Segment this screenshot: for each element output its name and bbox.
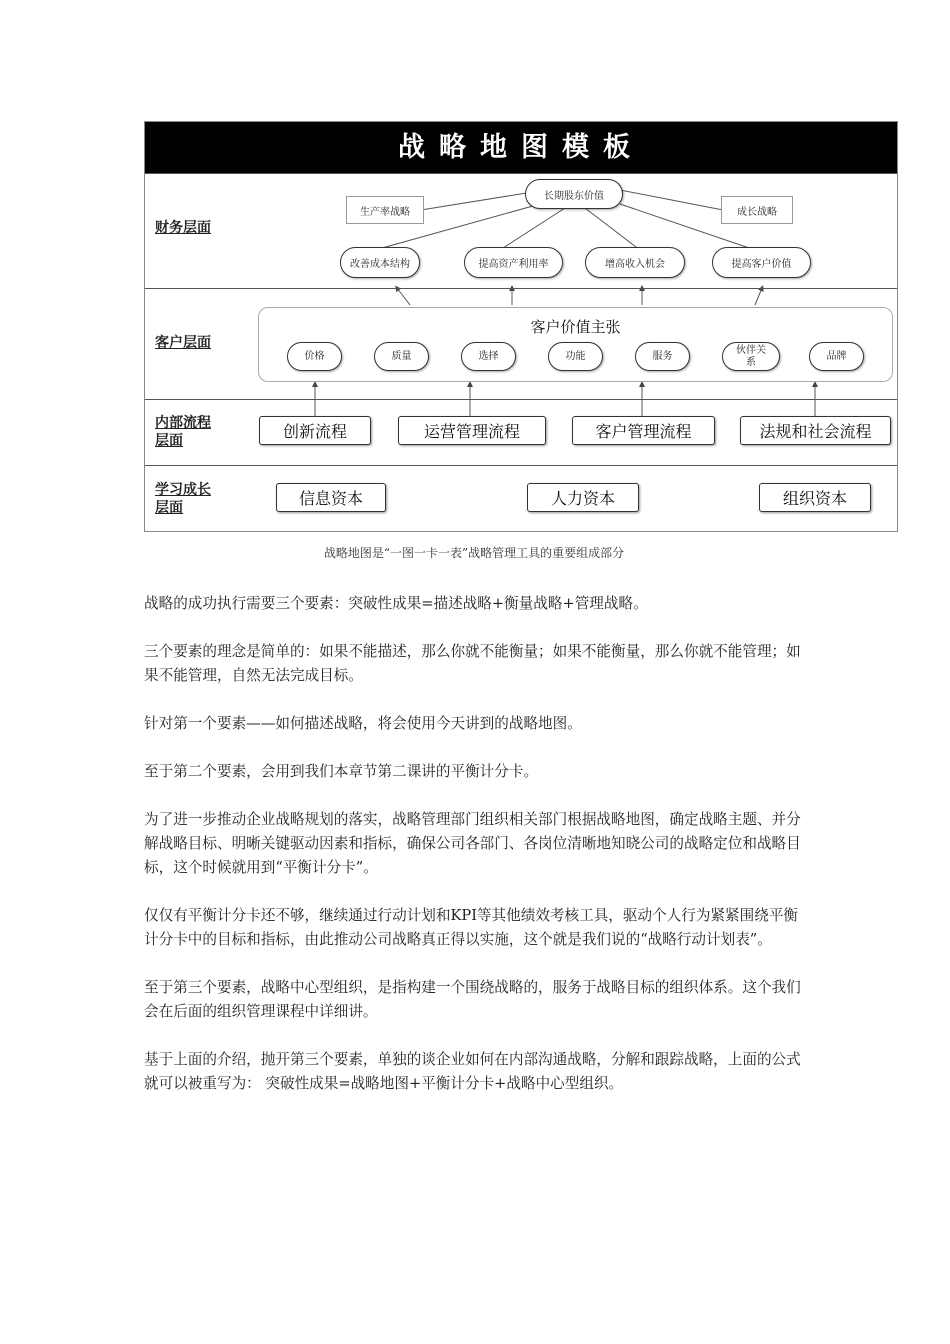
financial-right-tag: 成长战略: [721, 196, 793, 224]
learning-item: 信息资本: [276, 483, 386, 512]
customer-value-item: 功能: [548, 342, 603, 371]
internal-process-item: 创新流程: [259, 416, 371, 445]
layer-label-learning: 学习成长层面: [155, 482, 211, 516]
paragraph: 战略的成功执行需要三个要素：突破性成果=描述战略+衡量战略+管理战略。: [144, 595, 648, 612]
financial-left-tag: 生产率战略: [346, 196, 424, 224]
financial-item: 增高收入机会: [585, 247, 685, 278]
paragraph: 针对第一个要素——如何描述战略，将会使用今天讲到的战略地图。: [144, 715, 582, 732]
internal-process-item: 运营管理流程: [398, 416, 546, 445]
learning-item: 组织资本: [759, 483, 871, 512]
divider: [145, 465, 897, 466]
customer-value-item: 质量: [374, 342, 429, 371]
customer-value-item: 选择: [461, 342, 516, 371]
connector-line: [500, 208, 565, 250]
customer-value-item: 伙伴关系: [722, 342, 780, 371]
learning-item: 人力资本: [527, 483, 639, 512]
financial-top-goal: 长期股东价值: [525, 179, 623, 209]
connector-line: [585, 208, 640, 250]
paragraph: 至于第二个要素，会用到我们本章节第二课讲的平衡计分卡。: [144, 763, 539, 780]
customer-value-item: 服务: [635, 342, 690, 371]
strategy-map-diagram: [144, 121, 898, 532]
diagram-title: 战略地图模板: [145, 122, 897, 173]
internal-process-item: 法规和社会流程: [740, 416, 891, 445]
paragraph: 至于第三个要素，战略中心型组织，是指构建一个围绕战略的，服务于战略目标的组织体系。这个我们会在后面的组织管理课程中详细讲。: [144, 979, 801, 1020]
paragraph: 仅仅有平衡计分卡还不够，继续通过行动计划和KPI等其他绩效考核工具，驱动个人行为紧紧围绕平衡计分卡中的目标和指标，由此推动公司战略真正得以实施，这个就是我们说的“战略行动计划表”。: [144, 907, 799, 948]
divider: [145, 288, 897, 289]
customer-value-title: 客户价值主张: [530, 318, 621, 336]
layer-label-customer: 客户层面: [155, 335, 211, 351]
layer-label-internal: 内部流程层面: [155, 415, 211, 449]
figure-caption: 战略地图是“一图一卡一表”战略管理工具的重要组成部分: [323, 546, 625, 560]
customer-value-item: 价格: [287, 342, 342, 371]
layer-label-financial: 财务层面: [155, 220, 211, 236]
customer-value-panel: [258, 307, 893, 382]
connector-line: [397, 288, 410, 305]
financial-item: 改善成本结构: [340, 247, 420, 278]
connector-line: [755, 288, 762, 305]
paragraph: 基于上面的介绍，抛开第三个要素，单独的谈企业如何在内部沟通战略，分解和跟踪战略，上面的公式就可以被重写为： 突破性成果=战略地图+平衡计分卡+战略中心型组织。: [144, 1051, 801, 1092]
financial-item: 提高客户价值: [712, 247, 811, 278]
divider: [145, 399, 897, 400]
paragraph: 为了进一步推动企业战略规划的落实，战略管理部门组织相关部门根据战略地图，确定战略主题、并分解战略目标、明晰关键驱动因素和指标，确保公司各部门、各岗位清晰地知晓公司的战略定位和战略目标，这个时候就用到“平衡计分卡”。: [144, 811, 801, 876]
article-body: [144, 592, 804, 1120]
internal-process-item: 客户管理流程: [572, 416, 715, 445]
customer-value-item: 品牌: [809, 342, 864, 371]
paragraph: 三个要素的理念是简单的：如果不能描述，那么你就不能衡量；如果不能衡量，那么你就不能管理；如果不能管理，自然无法完成目标。: [144, 643, 801, 684]
connector-line: [620, 190, 723, 210]
financial-item: 提高资产利用率: [464, 247, 563, 278]
divider: [145, 173, 897, 174]
